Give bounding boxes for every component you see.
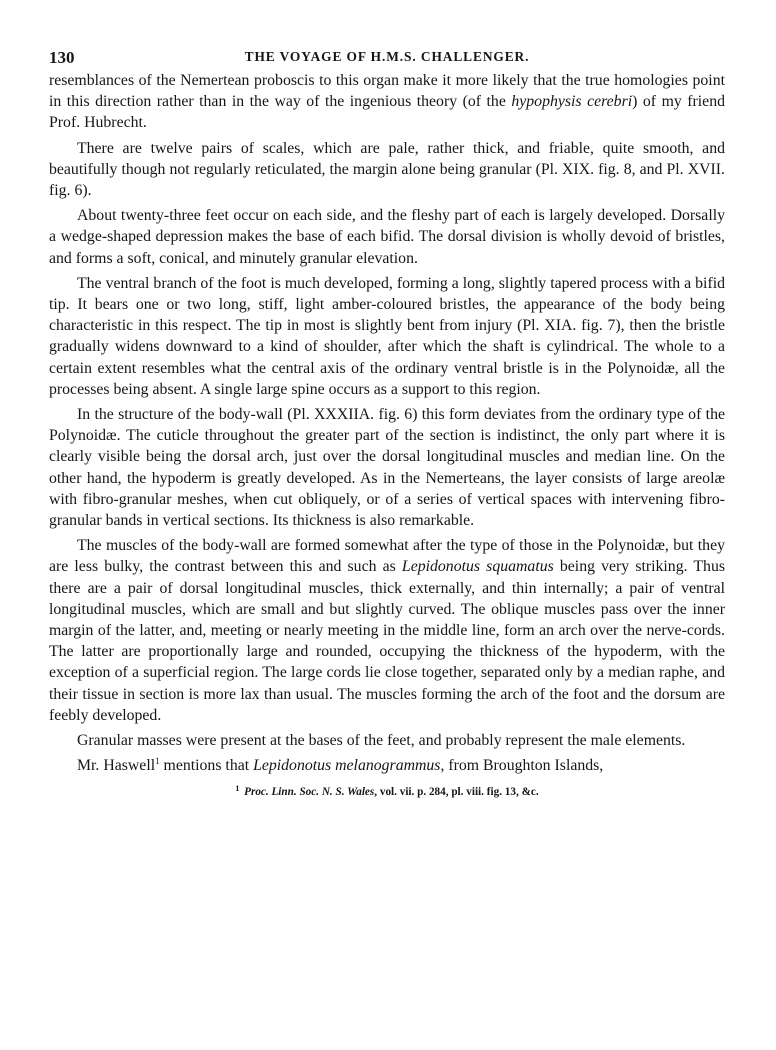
italic-term: hypophysis cerebri [511, 93, 633, 111]
paragraph-muscles [49, 535, 725, 726]
page-number: 130 [49, 48, 75, 67]
footnote-marker: 1 [235, 783, 240, 793]
text-run: , from Broughton Islands, [440, 757, 604, 775]
paragraph-scales: There are twelve pairs of scales, which are pale, rather thick, and friable, quite smooth, and beautifully though not regularly reticulated, the margin alone being granular (Pl. XIX. fig. 8, and Pl. XVII. fig. 6). [49, 139, 725, 200]
text-run: Mr. Haswell [77, 757, 156, 775]
italic-species-name: Lepidonotus squamatus [401, 558, 554, 576]
paragraph-ventral-branch: The ventral branch of the foot is much developed, forming a long, slightly tapered process with a bifid tip. It bears one or two long, stiff, light amber-coloured bristles, the appearance of the body being characteristic in this respect. The tip in most is slightly bent from injury (Pl. XIA. fig. 7), then the bristle gradually widens downward to a kind of shoulder, after which the shaft is cylindrical. The whole to a certain extent resembles what the central axis of the ordinary ventral bristle is in the Polynoidæ, all the processes being absent. A single large spine occurs as a support to this region. [49, 274, 725, 398]
paragraph-proboscis-homologies [49, 70, 725, 134]
book-page [49, 40, 725, 800]
text-run: The muscles of the body-wall are formed somewhat after the type of those in the Polynoidæ, but they are less bulky, the contrast between this and such as [49, 537, 725, 576]
paragraph-body-wall: In the structure of the body-wall (Pl. XXXIIA. fig. 6) this form deviates from the ordinary type of the Polynoidæ. The cuticle throughout the greater part of the section is indistinct, the only part where it is clearly visible being the dorsal arch, just over the dorsal longitudinal muscles and median line. On the other hand, the hypoderm is greatly developed. As in the Nemerteans, the layer consists of large areolæ with fibro-granular meshes, when cut obliquely, or of a series of vertical spaces with intervening fibro-granular bands in vertical sections. Its thickness is also remarkable. [49, 406, 725, 530]
running-head [49, 40, 725, 70]
footnote-citation: , vol. vii. p. 284, pl. viii. fig. 13, &c. [374, 785, 539, 798]
running-title: THE VOYAGE OF H.M.S. CHALLENGER. [244, 49, 530, 64]
footnote [49, 781, 725, 800]
text-run: being very striking. Thus there are a pair of dorsal longitudinal muscles, thick externally, and thin internally; a pair of ventral longitudinal muscles, which are small and but slightly curved. The oblique muscles pass over the inner margin of the latter, and, meeting or nearly meeting in the middle line, form an arch over the nerve-cords. The latter are proportionally large and rounded, occupying the thickness of the hypoderm, with the exception of a superficial region. The large cords lie close together, separated only by a median raphe, and their tissue in section is more lax than usual. The muscles forming the arch of the foot and the dorsum are feebly developed. [49, 558, 725, 724]
paragraph-haswell [49, 755, 725, 776]
paragraph-feet: About twenty-three feet occur on each side, and the fleshy part of each is largely developed. Dorsally a wedge-shaped depression makes the base of each bifid. The dorsal division is wholly devoid of bristles, and forms a soft, conical, and minutely granular elevation. [49, 207, 725, 267]
footnote-source: Proc. Linn. Soc. N. S. Wales [244, 785, 375, 798]
text-run: resemblances of the Nemertean proboscis to this organ make it more likely that the true homologies point in this direction rather than in the way of the ingenious theory (of the [49, 72, 725, 111]
text-run: ) of my friend Prof. Hubrecht. [49, 93, 725, 132]
text-run: mentions that [159, 757, 254, 775]
body-text [49, 70, 725, 777]
italic-species-name: Lepidonotus melanogrammus [253, 757, 441, 775]
footnote-reference: 1 [155, 756, 160, 767]
paragraph-granular-masses: Granular masses were present at the bases of the feet, and probably represent the male elements. [77, 732, 686, 750]
